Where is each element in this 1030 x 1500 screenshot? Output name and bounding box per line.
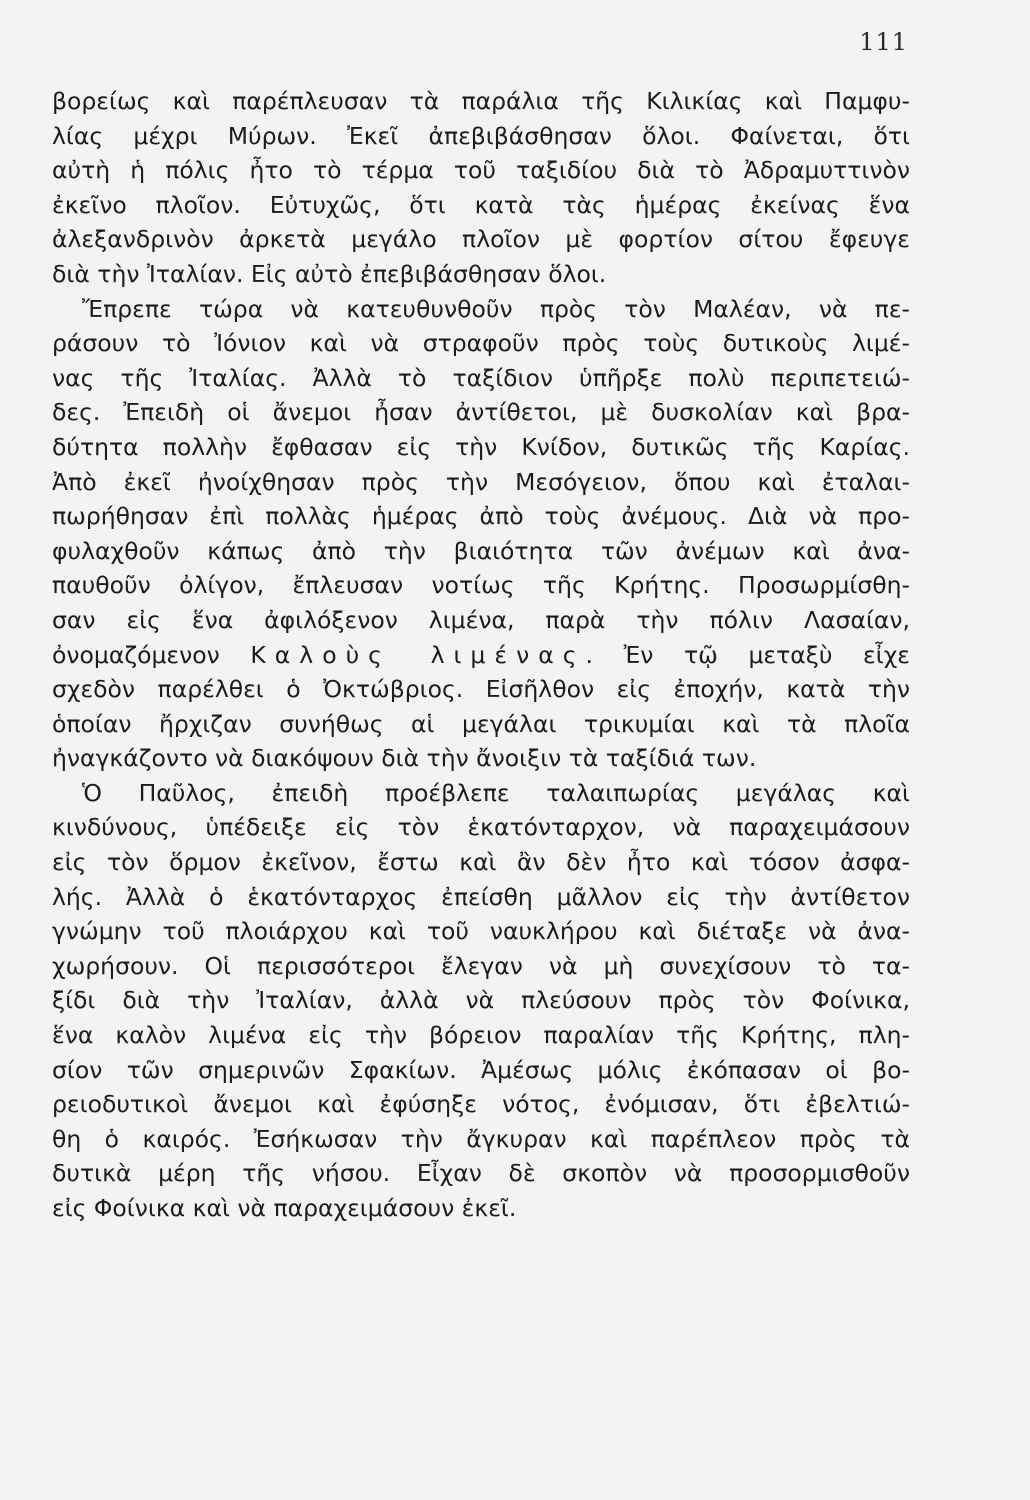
text-line: κινδύνους, ὑπέδειξε εἰς τὸν ἑκατόνταρχον, νὰ παραχειμάσουν <box>52 813 910 842</box>
text-line: διὰ τὴν Ἰταλίαν. Εἰς αὐτὸ ἐπεβιβάσθησαν ὅλοι. <box>52 259 607 288</box>
text-line: λής. Ἀλλὰ ὁ ἑκατόνταρχος ἐπείσθη μᾶλλον εἰς τὴν ἀντίθετον <box>52 882 910 911</box>
text-line: θη ὁ καιρός. Ἐσήκωσαν τὴν ἄγκυραν καὶ παρέπλεον πρὸς τὰ <box>52 1124 910 1153</box>
text-line: γνώμην τοῦ πλοιάρχου καὶ τοῦ ναυκλήρου καὶ διέταξε νὰ ἀνα- <box>52 917 910 946</box>
text-line: σχεδὸν παρέλθει ὁ Ὀκτώβριος. Εἰσῆλθον εἰς ἐποχήν, κατὰ τὴν <box>52 675 910 704</box>
text-line: δύτητα πολλὴν ἔφθασαν εἰς τὴν Κνίδον, δυτικῶς τῆς Καρίας. <box>52 432 910 461</box>
text-line: δες. Ἐπειδὴ οἱ ἄνεμοι ἦσαν ἀντίθετοι, μὲ δυσκολίαν καὶ βρα- <box>52 398 910 427</box>
text-line: αὐτὴ ἡ πόλις ἦτο τὸ τέρμα τοῦ ταξιδίου διὰ τὸ Ἀδραμυττινὸν <box>52 156 910 185</box>
text-line: πωρήθησαν ἐπὶ πολλὰς ἡμέρας ἀπὸ τοὺς ἀνέμους. Διὰ νὰ προ- <box>52 502 910 531</box>
text-line: λίας μέχρι Μύρων. Ἐκεῖ ἀπεβιβάσθησαν ὅλοι. Φαίνεται, ὅτι <box>52 121 910 150</box>
text-line <box>52 638 910 673</box>
text-line: ἠναγκάζοντο νὰ διακόψουν διὰ τὴν ἄνοιξιν τὰ ταξίδιά των. <box>52 744 757 773</box>
text-line: εἰς Φοίνικα καὶ νὰ παραχειμάσουν ἐκεῖ. <box>52 1194 517 1222</box>
text-line: ἐκεῖνο πλοῖον. Εὐτυχῶς, ὅτι κατὰ τὰς ἡμέρας ἐκείνας ἕνα <box>52 190 910 219</box>
text-line: ξίδι διὰ τὴν Ἰταλίαν, ἀλλὰ νὰ πλεύσουν πρὸς τὸν Φοίνικα, <box>52 986 910 1015</box>
text-line: Ὁ Παῦλος, ἐπειδὴ προέβλεπε ταλαιπωρίας μεγάλας καὶ <box>82 778 910 807</box>
text-line: ὁποίαν ἤρχιζαν συνήθως αἱ μεγάλαι τρικυμίαι καὶ τὰ πλοῖα <box>52 709 910 738</box>
text-line: δυτικὰ μέρη τῆς νήσου. Εἶχαν δὲ σκοπὸν νὰ προσορμισθοῦν <box>52 1159 910 1188</box>
text-line: σίον τῶν σημερινῶν Σφακίων. Ἀμέσως μόλις ἐκόπασαν οἱ βο- <box>52 1055 910 1084</box>
spaced-place-name: Καλοὺς λιμένας <box>250 640 586 669</box>
text-line: παυθοῦν ὀλίγον, ἔπλευσαν νοτίως τῆς Κρήτης. Προσωρμίσθη- <box>52 571 910 600</box>
text-line: σαν εἰς ἕνα ἀφιλόξενον λιμένα, παρὰ τὴν πόλιν Λασαίαν, <box>52 605 910 634</box>
text-line: φυλαχθοῦν κάπως ἀπὸ τὴν βιαιότητα τῶν ἀνέμων καὶ ἀνα- <box>52 536 910 565</box>
text-line: εἰς τὸν ὅρμον ἐκεῖνον, ἔστω καὶ ἂν δὲν ἦτο καὶ τόσον ἀσφα- <box>52 848 910 877</box>
page-number: 111 <box>859 28 908 56</box>
text-line: Ἀπὸ ἐκεῖ ἠνοίχθησαν πρὸς τὴν Μεσόγειον, ὅπου καὶ ἐταλαι- <box>52 467 910 496</box>
text-line: ἕνα καλὸν λιμένα εἰς τὴν βόρειον παραλίαν τῆς Κρήτης, πλη- <box>52 1021 910 1050</box>
text-line: βορείως καὶ παρέπλευσαν τὰ παράλια τῆς Κιλικίας καὶ Παμφυ- <box>52 87 910 115</box>
text-line: Ἔπρεπε τώρα νὰ κατευθυνθοῦν πρὸς τὸν Μαλέαν, νὰ πε- <box>82 294 910 323</box>
text-line: ρειοδυτικοὶ ἄνεμοι καὶ ἐφύσηξε νότος, ἐνόμισαν, ὅτι ἐβελτιώ- <box>52 1090 910 1119</box>
text-segment: ὀνομαζόμενον <box>52 640 251 669</box>
text-line: ράσουν τὸ Ἰόνιον καὶ νὰ στραφοῦν πρὸς τοὺς δυτικοὺς λιμέ- <box>52 329 910 358</box>
text-line: ἀλεξανδρινὸν ἀρκετὰ μεγάλο πλοῖον μὲ φορτίον σίτου ἔφευγε <box>52 225 910 254</box>
text-line: χωρήσουν. Οἱ περισσότεροι ἔλεγαν νὰ μὴ συνεχίσουν τὸ τα- <box>52 951 910 980</box>
text-line: νας τῆς Ἰταλίας. Ἀλλὰ τὸ ταξίδιον ὑπῆρξε πολὺ περιπετειώ- <box>52 363 910 392</box>
body-text <box>52 84 910 1226</box>
text-segment: . Ἐν τῷ μεταξὺ εἶχε <box>585 640 910 669</box>
